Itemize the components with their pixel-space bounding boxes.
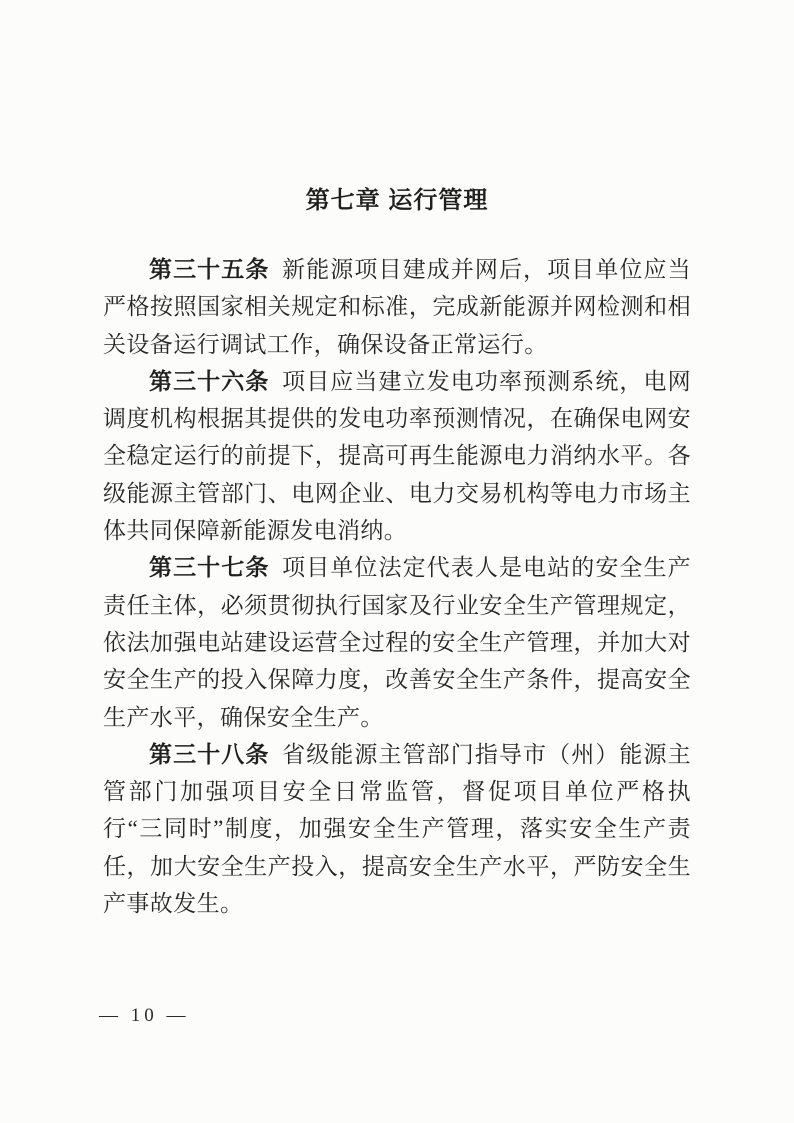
article-text: 项目应当建立发电功率预测系统，电网调度机构根据其提供的发电功率预测情况，在确保电网安全稳定运行的前提下，提高可再生能源电力消纳水平。各级能源主管部门、电网企业、电力交易机构等电力市场主体共同保障新能源发电消纳。: [103, 368, 691, 544]
article-number: 第三十五条: [149, 256, 270, 282]
article-number: 第三十六条: [149, 367, 270, 394]
article-paragraph: [103, 549, 691, 735]
article-paragraph: [103, 736, 691, 922]
article-text: 新能源项目建成并网后，项目单位应当严格按照国家相关规定和标准，完成新能源并网检测和相关设备运行调试工作，确保设备正常运行。: [103, 257, 691, 357]
article-text: 项目单位法定代表人是电站的安全生产责任主体，必须贯彻执行国家及行业安全生产管理规定，依法加强电站建设运营全过程的安全生产管理，并加大对安全生产的投入保障力度，改善安全生产条件，提高安全生产水平，确保安全生产。: [103, 555, 691, 730]
article-number: 第三十七条: [149, 554, 270, 581]
chapter-title: 第七章 运行管理: [305, 187, 489, 214]
article-number: 第三十八条: [149, 740, 270, 767]
page-number: — 10 —: [99, 1005, 190, 1026]
article-paragraph: [103, 251, 691, 363]
article-text: 省级能源主管部门指导市（州）能源主管部门加强项目安全日常监管，督促项目单位严格执行“三同时”制度，加强安全生产管理，落实安全生产责任，加大安全生产投入，提高安全生产水平，严防安全生产事故发生。: [103, 741, 691, 917]
article-paragraph: [103, 363, 691, 549]
document-body: [103, 251, 691, 922]
